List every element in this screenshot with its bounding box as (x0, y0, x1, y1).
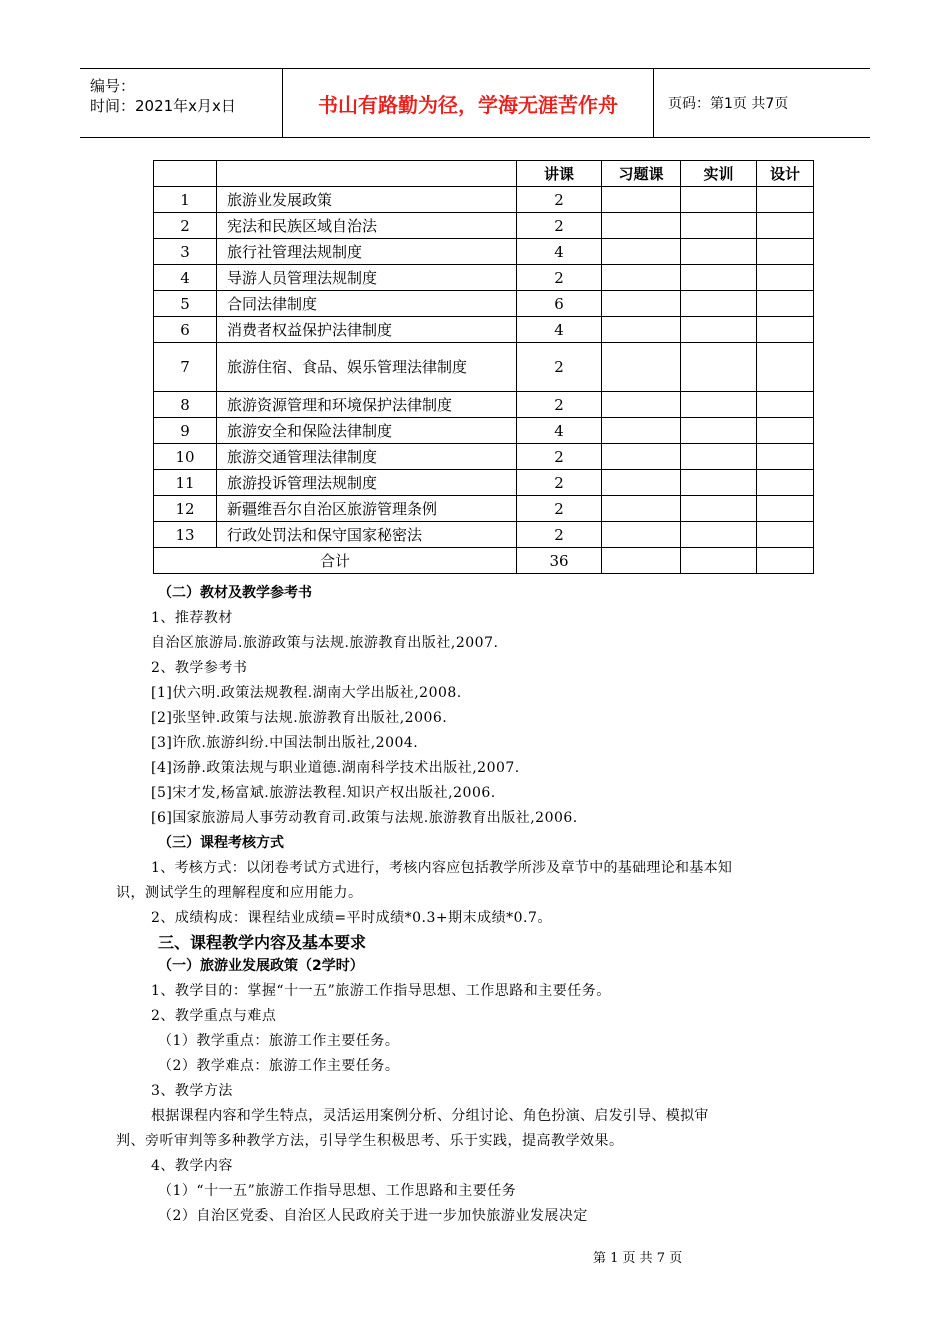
recommended-book: 自治区旅游局.旅游政策与法规.旅游教育出版社,2007. (151, 635, 499, 651)
row-hours: 2 (517, 444, 602, 470)
number-label: 编号： (90, 77, 136, 95)
row-name: 旅游安全和保险法律制度 (217, 418, 517, 444)
unit1-content-label: 4、教学内容 (151, 1158, 233, 1174)
row-name: 旅游交通管理法律制度 (217, 444, 517, 470)
reference-item: [6]国家旅游局人事劳动教育司.政策与法规.旅游教育出版社,2006. (151, 810, 578, 826)
reference-item: [1]伏六明.政策法规教程.湖南大学出版社,2008. (151, 685, 462, 701)
table-row (154, 187, 814, 213)
row-hours: 2 (517, 392, 602, 418)
page-header (80, 68, 870, 138)
row-no: 5 (154, 291, 217, 317)
row-hours: 4 (517, 317, 602, 343)
page-footer: 第 1 页 共 7 页 (593, 1251, 683, 1266)
row-no: 10 (154, 444, 217, 470)
unit1-method-line1: 根据课程内容和学生特点，灵活运用案例分析、分组讨论、角色扮演、启发引导、模拟审 (151, 1108, 709, 1124)
header-name (217, 161, 517, 187)
row-name: 旅游住宿、食品、娱乐管理法律制度 (217, 343, 517, 392)
table-row (154, 496, 814, 522)
row-hours: 2 (517, 265, 602, 291)
row-hours: 2 (517, 496, 602, 522)
row-hours: 2 (517, 187, 602, 213)
row-name: 旅游投诉管理法规制度 (217, 470, 517, 496)
table-total-row (154, 548, 814, 574)
row-name: 导游人员管理法规制度 (217, 265, 517, 291)
table-row (154, 317, 814, 343)
table-row (154, 213, 814, 239)
unit1-keypoint: （1）教学重点：旅游工作主要任务。 (158, 1033, 400, 1049)
row-name: 合同法律制度 (217, 291, 517, 317)
table-row (154, 291, 814, 317)
row-name: 旅行社管理法规制度 (217, 239, 517, 265)
unit1-content-item: （2）自治区党委、自治区人民政府关于进一步加快旅游业发展决定 (158, 1208, 588, 1224)
row-hours: 2 (517, 343, 602, 392)
row-no: 11 (154, 470, 217, 496)
header-page-info (664, 69, 870, 137)
row-no: 1 (154, 187, 217, 213)
recommended-label: 1、推荐教材 (151, 610, 233, 626)
header-motto: 书山有路勤为径，学海无涯苦作舟 (283, 69, 654, 137)
time-label: 时间：2021年x月x日 (90, 97, 236, 115)
row-no: 8 (154, 392, 217, 418)
row-hours: 6 (517, 291, 602, 317)
row-name: 旅游业发展政策 (217, 187, 517, 213)
header-meta (80, 69, 283, 137)
reference-item: [4]汤静.政策法规与职业道德.湖南科学技术出版社,2007. (151, 760, 520, 776)
header-exercise: 习题课 (602, 161, 681, 187)
unit1-title: （一）旅游业发展政策（2学时） (158, 958, 364, 974)
header-design: 设计 (757, 161, 814, 187)
grade-composition: 2、成绩构成：课程结业成绩=平时成绩*0.3+期末成绩*0.7。 (151, 910, 552, 926)
section-assessment-title: （三）课程考核方式 (158, 835, 284, 851)
row-name: 消费者权益保护法律制度 (217, 317, 517, 343)
table-row (154, 343, 814, 392)
unit1-keypoints-label: 2、教学重点与难点 (151, 1008, 277, 1024)
total-hours: 36 (517, 548, 602, 574)
row-no: 3 (154, 239, 217, 265)
hours-table (153, 160, 814, 574)
table-row (154, 392, 814, 418)
row-no: 13 (154, 522, 217, 548)
unit1-method-label: 3、教学方法 (151, 1083, 233, 1099)
table-row (154, 522, 814, 548)
unit1-content-item: （1）“十一五”旅游工作指导思想、工作思路和主要任务 (158, 1183, 517, 1199)
section-textbooks-title: （二）教材及教学参考书 (158, 585, 312, 601)
row-hours: 2 (517, 522, 602, 548)
header-practice: 实训 (681, 161, 757, 187)
table-row (154, 470, 814, 496)
table-row (154, 239, 814, 265)
references-label: 2、教学参考书 (151, 660, 248, 676)
table-row (154, 418, 814, 444)
row-no: 2 (154, 213, 217, 239)
row-hours: 4 (517, 239, 602, 265)
table-header-row (154, 161, 814, 187)
header-no (154, 161, 217, 187)
assessment-method-line1: 1、考核方式：以闭卷考试方式进行，考核内容应包括教学所涉及章节中的基础理论和基本知 (151, 860, 733, 876)
chapter-heading: 三、课程教学内容及基本要求 (158, 933, 367, 952)
row-name: 行政处罚法和保守国家秘密法 (217, 522, 517, 548)
assessment-method-line2: 识，测试学生的理解程度和应用能力。 (116, 885, 363, 901)
row-name: 宪法和民族区域自治法 (217, 213, 517, 239)
table-row (154, 444, 814, 470)
row-no: 12 (154, 496, 217, 522)
unit1-difficulty: （2）教学难点：旅游工作主要任务。 (158, 1058, 400, 1074)
header-lecture: 讲课 (517, 161, 602, 187)
row-name: 旅游资源管理和环境保护法律制度 (217, 392, 517, 418)
row-no: 4 (154, 265, 217, 291)
unit1-method-line2: 判、旁听审判等多种教学方法，引导学生积极思考、乐于实践，提高教学效果。 (116, 1133, 624, 1149)
row-name: 新疆维吾尔自治区旅游管理条例 (217, 496, 517, 522)
row-no: 7 (154, 343, 217, 392)
reference-item: [2]张坚钟.政策与法规.旅游教育出版社,2006. (151, 710, 448, 726)
row-hours: 4 (517, 418, 602, 444)
total-label: 合计 (154, 548, 517, 574)
row-no: 9 (154, 418, 217, 444)
unit1-objective: 1、教学目的：掌握“十一五”旅游工作指导思想、工作思路和主要任务。 (151, 983, 611, 999)
row-hours: 2 (517, 470, 602, 496)
reference-item: [5]宋才发,杨富斌.旅游法教程.知识产权出版社,2006. (151, 785, 496, 801)
reference-item: [3]许欣.旅游纠纷.中国法制出版社,2004. (151, 735, 419, 751)
page-info-text: 页码：第1页 共7页 (668, 96, 789, 112)
row-hours: 2 (517, 213, 602, 239)
row-no: 6 (154, 317, 217, 343)
table-row (154, 265, 814, 291)
